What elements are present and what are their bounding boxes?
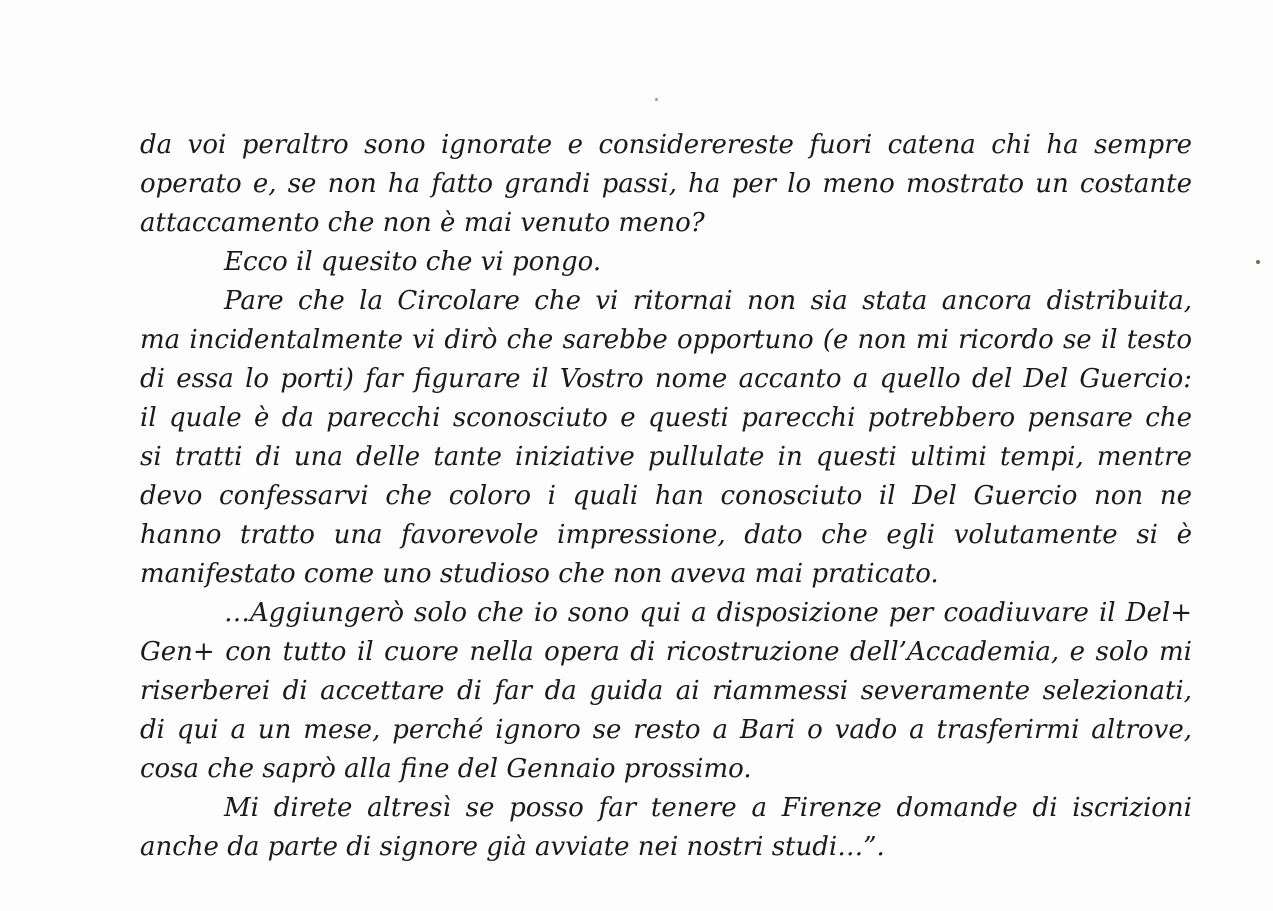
text-line: devo confessarvi che coloro i quali han conosciuto il Del Guercio non ne [140, 481, 1192, 511]
paragraph [140, 126, 1192, 243]
text-line: operato e, se non ha fatto grandi passi, ha per lo meno mostrato un costante [140, 169, 1192, 199]
text-line: …Aggiungerò solo che io sono qui a disposizione per coadiuvare il Del+ [224, 598, 1192, 628]
text-line: si tratti di una delle tante iniziative pullulate in questi ultimi tempi, mentre [140, 442, 1192, 472]
scan-speck [655, 98, 658, 101]
paragraph [140, 789, 1192, 867]
text-line: da voi peraltro sono ignorate e considerereste fuori catena chi ha sempre [140, 130, 1192, 160]
text-line: Ecco il quesito che vi pongo. [224, 247, 602, 277]
text-line: riserberei di accettare di far da guida ai riammessi severamente selezionati, [140, 676, 1192, 706]
text-line: anche da parte di signore già avviate nei nostri studi…”. [140, 832, 885, 862]
text-line: Gen+ con tutto il cuore nella opera di ricostruzione dell’Accademia, e solo mi [140, 637, 1192, 667]
paragraph [140, 594, 1192, 789]
text-line: attaccamento che non è mai venuto meno? [140, 208, 705, 238]
text-line: hanno tratto una favorevole impressione, dato che egli volutamente si è [140, 520, 1192, 550]
text-line: di qui a un mese, perché ignoro se resto a Bari o vado a trasferirmi altrove, [140, 715, 1192, 745]
paragraph [140, 282, 1192, 594]
letter-text [140, 126, 1192, 867]
text-line: Mi direte altresì se posso far tenere a Firenze domande di iscrizioni [224, 793, 1192, 823]
text-line: Pare che la Circolare che vi ritornai non sia stata ancora distribuita, [224, 286, 1192, 316]
text-line: cosa che saprò alla fine del Gennaio prossimo. [140, 754, 752, 784]
scan-speck [1256, 260, 1260, 264]
text-line: il quale è da parecchi sconosciuto e questi parecchi potrebbero pensare che [140, 403, 1192, 433]
text-line: manifestato come uno studioso che non aveva mai praticato. [140, 559, 939, 589]
text-line: di essa lo porti) far figurare il Vostro nome accanto a quello del Del Guercio: [140, 364, 1192, 394]
text-line: ma incidentalmente vi dirò che sarebbe opportuno (e non mi ricordo se il testo [140, 325, 1192, 355]
paragraph [140, 243, 1192, 282]
